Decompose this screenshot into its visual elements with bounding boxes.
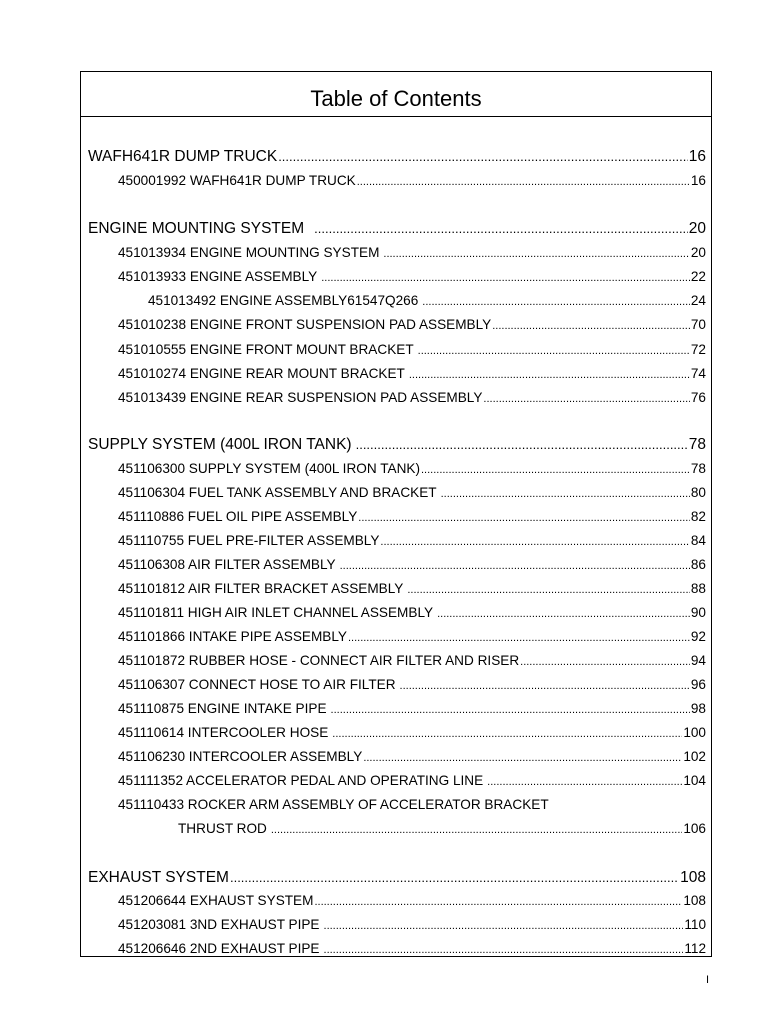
dot-leader	[487, 772, 682, 791]
toc-entry[interactable]	[118, 724, 706, 743]
dot-leader	[278, 147, 688, 167]
toc-entry-page: 108	[680, 869, 706, 886]
toc-entry[interactable]	[178, 820, 706, 839]
toc-entry[interactable]	[118, 508, 706, 527]
dot-leader	[230, 868, 679, 888]
toc-entry-page: 86	[690, 557, 706, 572]
toc-entry-label: 451106304 FUEL TANK ASSEMBLY AND BRACKET	[118, 485, 437, 500]
toc-entry-label: 451013439 ENGINE REAR SUSPENSION PAD ASSEMBLY	[118, 390, 483, 405]
toc-entry[interactable]	[118, 796, 706, 814]
toc-entry-page: 104	[683, 773, 706, 788]
toc-entry-page: 110	[684, 917, 706, 932]
toc-entry-page: 106	[683, 821, 706, 836]
toc-entry-label: 451013934 ENGINE MOUNTING SYSTEM	[118, 245, 380, 260]
toc-entry-label: 451203081 3ND EXHAUST PIPE	[118, 917, 320, 932]
dot-leader	[314, 219, 688, 239]
dot-leader	[324, 940, 684, 959]
toc-entry-page: 16	[688, 148, 706, 165]
dot-leader	[271, 820, 682, 839]
toc-entry-page: 16	[690, 173, 706, 188]
toc-entry[interactable]	[118, 604, 706, 623]
toc-entry-label: 451110433 ROCKER ARM ASSEMBLY OF ACCELERATOR BRACKET	[118, 797, 549, 812]
toc-entry[interactable]	[118, 365, 706, 384]
toc-entry-page: 84	[690, 533, 706, 548]
toc-entry[interactable]	[118, 244, 706, 263]
toc-entry[interactable]	[118, 389, 706, 408]
toc-entry[interactable]	[118, 484, 706, 503]
toc-entry[interactable]	[118, 652, 706, 671]
toc-entry[interactable]	[118, 772, 706, 791]
toc-entry-label: 451106308 AIR FILTER ASSEMBLY	[118, 557, 336, 572]
toc-section-wafh641r-dump-truck[interactable]	[88, 147, 706, 167]
toc-entry-page: 24	[690, 293, 706, 308]
toc-entry-page: 76	[690, 390, 706, 405]
toc-entry-label: EXHAUST SYSTEM	[88, 869, 229, 886]
toc-entry-page: 78	[688, 436, 706, 453]
dot-leader	[321, 268, 690, 287]
toc-entry-label: SUPPLY SYSTEM (400L IRON TANK)	[88, 436, 352, 453]
toc-entry[interactable]	[118, 748, 706, 767]
toc-entry[interactable]	[118, 580, 706, 599]
toc-section-exhaust-system[interactable]	[88, 868, 706, 888]
dot-leader	[422, 292, 690, 311]
toc-entry-page: 78	[690, 461, 706, 476]
toc-entry-page: 102	[683, 749, 706, 764]
page-title: Table of Contents	[310, 86, 482, 111]
dot-leader	[356, 435, 688, 455]
toc-entry-label: 451101812 AIR FILTER BRACKET ASSEMBLY	[118, 581, 404, 596]
dot-leader	[437, 604, 690, 623]
toc-entry-page: 20	[688, 220, 706, 237]
toc-section-supply-system[interactable]	[88, 435, 706, 455]
dot-leader	[409, 365, 690, 384]
dot-leader	[332, 724, 682, 743]
toc-entry[interactable]	[118, 628, 706, 647]
dot-leader	[380, 532, 689, 551]
toc-entry-page: 90	[690, 605, 706, 620]
toc-entry[interactable]	[118, 268, 706, 287]
toc-entry[interactable]	[118, 316, 706, 335]
toc-entry-label: 451013933 ENGINE ASSEMBLY	[118, 269, 318, 284]
dot-leader	[483, 389, 689, 408]
toc-entry-label: 451206644 EXHAUST SYSTEM	[118, 893, 314, 908]
toc-entry-page: 82	[690, 509, 706, 524]
toc-entry-page: 100	[683, 725, 706, 740]
toc-entry[interactable]	[118, 556, 706, 575]
dot-leader	[363, 748, 682, 767]
toc-entry-label: 451010274 ENGINE REAR MOUNT BRACKET	[118, 366, 405, 381]
toc-entry-label: 451206646 2ND EXHAUST PIPE	[118, 941, 320, 956]
toc-entry-label: 451110755 FUEL PRE-FILTER ASSEMBLY	[118, 533, 380, 548]
toc-entry-page: 108	[683, 893, 706, 908]
dot-leader	[418, 341, 690, 360]
dot-leader	[383, 244, 689, 263]
toc-entry-page: 74	[690, 366, 706, 381]
dot-leader	[357, 172, 690, 191]
dot-leader	[407, 580, 690, 599]
toc-entry-page: 98	[690, 701, 706, 716]
toc-entry-label: 451010555 ENGINE FRONT MOUNT BRACKET	[118, 342, 414, 357]
toc-entry-label: 451106300 SUPPLY SYSTEM (400L IRON TANK)	[118, 461, 420, 476]
toc-entry-page: 92	[690, 629, 706, 644]
toc-entry[interactable]	[118, 940, 706, 959]
dot-leader	[324, 916, 684, 935]
toc-entry[interactable]	[118, 460, 706, 479]
page-number: I	[706, 974, 710, 986]
toc-entry-page: 88	[690, 581, 706, 596]
dot-leader	[358, 508, 690, 527]
dot-leader	[340, 556, 690, 575]
toc-entry-page: 70	[690, 317, 706, 332]
toc-entry-page: 80	[690, 485, 706, 500]
toc-section-engine-mounting-system[interactable]	[88, 219, 706, 239]
toc-entry[interactable]	[118, 892, 706, 911]
toc-entry-label: 451010238 ENGINE FRONT SUSPENSION PAD ASSEMBLY	[118, 317, 492, 332]
dot-leader	[520, 652, 690, 671]
toc-entry-label: 450001992 WAFH641R DUMP TRUCK	[118, 173, 356, 188]
toc-entry-label: 451013492 ENGINE ASSEMBLY61547Q266	[148, 293, 419, 308]
toc-entry[interactable]	[118, 700, 706, 719]
toc-entry-label: WAFH641R DUMP TRUCK	[88, 148, 278, 165]
toc-entry-label: 451101811 HIGH AIR INLET CHANNEL ASSEMBLY	[118, 605, 434, 620]
toc-entry[interactable]	[118, 676, 706, 695]
toc-entry-label: 451106230 INTERCOOLER ASSEMBLY	[118, 749, 363, 764]
dot-leader	[400, 676, 690, 695]
toc-entry-label: 451110614 INTERCOOLER HOSE	[118, 725, 329, 740]
toc-entry[interactable]	[118, 532, 706, 551]
toc-entry-label: 451101866 INTAKE PIPE ASSEMBLY	[118, 629, 347, 644]
toc-entry-page: 112	[684, 941, 706, 956]
toc-entries	[80, 71, 712, 957]
toc-entry[interactable]	[118, 341, 706, 360]
toc-entry-label: 451110875 ENGINE INTAKE PIPE	[118, 701, 327, 716]
toc-entry-page: 72	[690, 342, 706, 357]
toc-entry[interactable]	[118, 916, 706, 935]
toc-entry-label: 451101872 RUBBER HOSE - CONNECT AIR FILTER AND RISER	[118, 653, 520, 668]
toc-entry[interactable]	[118, 172, 706, 191]
toc-entry-page: 96	[690, 677, 706, 692]
toc-entry-label: 451110886 FUEL OIL PIPE ASSEMBLY	[118, 509, 358, 524]
toc-entry-page: 94	[690, 653, 706, 668]
dot-leader	[314, 892, 682, 911]
dot-leader	[421, 460, 690, 479]
dot-leader	[441, 484, 690, 503]
toc-entry-label: ENGINE MOUNTING SYSTEM	[88, 220, 305, 237]
toc-entry[interactable]	[148, 292, 706, 311]
toc-entry-label: 451106307 CONNECT HOSE TO AIR FILTER	[118, 677, 396, 692]
dot-leader	[331, 700, 690, 719]
dot-leader	[348, 628, 690, 647]
toc-entry-page: 22	[690, 269, 706, 284]
toc-entry-label: THRUST ROD	[178, 821, 267, 836]
toc-entry-page: 20	[690, 245, 706, 260]
toc-entry-label: 451111352 ACCELERATOR PEDAL AND OPERATING LINE	[118, 773, 484, 788]
dot-leader	[492, 316, 690, 335]
